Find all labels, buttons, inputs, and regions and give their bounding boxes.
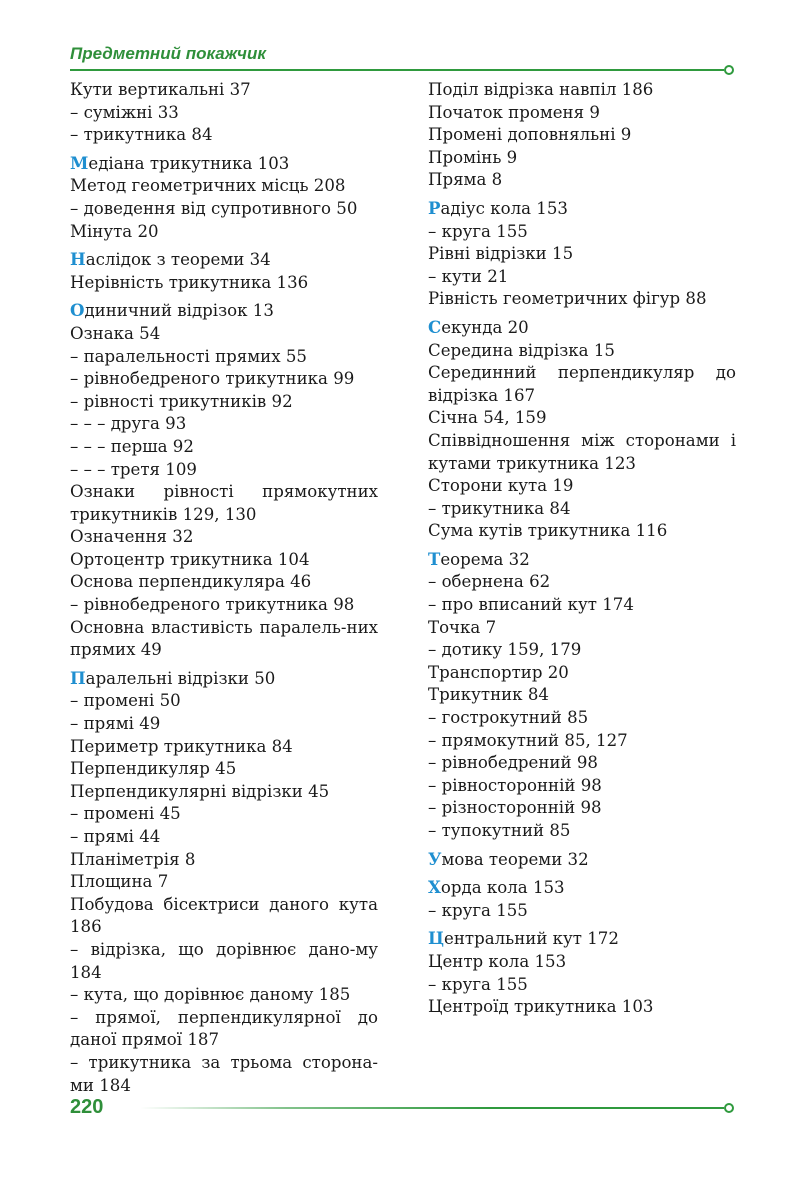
index-letter-group [428,927,736,1018]
index-entry [428,752,736,775]
index-entry [70,826,378,849]
index-entry-text: – рівнобедреного трикутника 99 [70,369,355,389]
index-column-left [70,79,378,1102]
index-entry [428,266,736,289]
index-entry [70,413,378,436]
index-entry-text: аслідок з теореми 34 [85,250,271,270]
index-entry-text: Серединний перпендикуляр до відрізка 167 [428,363,736,405]
index-entry [70,459,378,482]
index-entry [70,221,378,244]
index-entry [428,617,736,640]
index-entry [70,198,378,221]
index-entry-text: Ознака 54 [70,323,161,343]
index-entry-text: – доведення від супротивного 50 [70,198,358,218]
index-entry-text: – круга 155 [428,221,528,241]
index-entry-text: – рівносторонній 98 [428,775,602,795]
index-entry [70,175,378,198]
index-entry-text: Побудова бісектриси даного кута 186 [70,894,378,937]
index-entry-text: – кута, що дорівнює даному 185 [70,985,351,1005]
section-initial-letter: С [428,316,442,337]
index-letter-group [428,548,736,843]
index-entry [70,571,378,594]
index-entry [428,243,736,266]
index-entry-text: – прямокутний 85, 127 [428,730,628,750]
index-entry-text: Промінь 9 [428,147,518,167]
index-entry [428,684,736,707]
index-entry-text: Площина 7 [70,872,169,892]
index-entry-text: Основна властивість паралель-них прямих 49 [70,617,378,660]
index-entry [70,667,378,691]
index-entry [428,548,736,572]
index-entry-text: Ортоцентр трикутника 104 [70,549,310,569]
index-entry-text: Середина відрізка 15 [428,340,615,360]
index-entry [70,368,378,391]
index-entry-text: диничний відрізок 13 [84,301,274,321]
index-entry-text: – різносторонній 98 [428,798,602,818]
index-entry [70,79,378,102]
index-entry [428,520,736,543]
index-column-right [428,79,736,1024]
index-letter-group [428,79,736,192]
index-entry-text: – відрізка, що дорівнює дано-му 184 [70,939,378,982]
index-entry [70,803,378,826]
index-entry [428,848,736,872]
index-entry-text: Мінута 20 [70,221,159,241]
index-entry [428,662,736,685]
index-entry [428,340,736,363]
index-letter-group [428,316,736,543]
index-entry [428,221,736,244]
index-entry [428,362,736,407]
section-initial-letter: М [70,152,89,173]
index-entry [428,407,736,430]
index-entry-text: – про вписаний кут 174 [428,595,634,615]
index-entry-text: – гострокутний 85 [428,708,589,728]
index-entry-text: екунда 20 [441,317,529,337]
index-entry-text: Рівність геометричних фігур 88 [428,289,707,309]
index-entry [70,617,378,662]
index-entry-text: – – – друга 93 [70,414,187,434]
index-entry-text: Промені доповняльні 9 [428,125,632,145]
index-entry-text: Трикутник 84 [428,685,549,705]
index-entry [70,323,378,346]
section-initial-letter: Ц [428,928,445,949]
index-entry-text: едіана трикутника 103 [88,153,290,173]
index-entry [428,730,736,753]
section-initial-letter: П [70,667,86,688]
index-entry [70,152,378,176]
index-entry [428,594,736,617]
index-entry-text: Кути вертикальні 37 [70,80,251,99]
section-initial-letter: Р [428,197,441,218]
index-letter-group [70,667,378,1097]
index-entry [70,690,378,713]
index-entry-text: Сума кутів трикутника 116 [428,521,668,541]
index-entry-text: – трикутника 84 [428,498,571,518]
header-rule [70,69,724,71]
index-entry [70,871,378,894]
index-entry [70,894,378,939]
index-entry [70,713,378,736]
index-entry [428,927,736,951]
index-entry [428,639,736,662]
footer-rule [140,1107,724,1109]
index-entry [428,430,736,475]
index-entry [70,594,378,617]
index-entry [428,169,736,192]
page-header-title: Предметний покажчик [70,44,266,63]
index-entry [428,820,736,843]
index-entry-text: – рівнобедрений 98 [428,753,598,773]
index-entry [70,272,378,295]
index-entry-text: – прямі 49 [70,714,161,734]
index-entry-text: – дотику 159, 179 [428,640,582,660]
index-entry [428,876,736,900]
index-entry [428,797,736,820]
index-entry-text: – промені 45 [70,804,181,824]
index-entry-text: Ознаки рівності прямокутних трикутників 129, 130 [70,482,378,524]
index-entry-text: Периметр трикутника 84 [70,736,293,756]
index-entry-text: Планіметрія 8 [70,849,196,869]
index-entry [70,346,378,369]
index-entry [70,736,378,759]
index-letter-group [70,152,378,243]
index-entry-text: – обернена 62 [428,572,551,592]
index-entry-text: Центроїд трикутника 103 [428,997,654,1017]
index-entry [428,79,736,102]
index-entry-text: – рівності трикутників 92 [70,391,293,411]
section-initial-letter: О [70,300,85,321]
index-entry-text: Перпендикулярні відрізки 45 [70,781,330,801]
index-entry [70,248,378,272]
index-entry-text: аралельні відрізки 50 [85,668,276,688]
section-initial-letter: Т [428,548,441,569]
index-entry [428,102,736,125]
index-entry [428,571,736,594]
index-entry [70,391,378,414]
index-entry [428,288,736,311]
section-initial-letter: Н [70,249,86,270]
index-letter-group [428,876,736,922]
section-initial-letter: У [428,848,442,869]
index-entry [428,147,736,170]
index-entry-text: – кути 21 [428,266,509,286]
index-entry [428,974,736,997]
index-entry-text: – прямої, перпендикулярної до даної прямої 187 [70,1007,378,1050]
index-entry-text: – круга 155 [428,974,528,994]
section-initial-letter: Х [428,877,441,898]
index-entry-text: мова теореми 32 [441,849,589,869]
index-entry [428,316,736,340]
index-entry [428,775,736,798]
index-entry [428,951,736,974]
index-entry-text: Перпендикуляр 45 [70,759,237,779]
index-entry [428,197,736,221]
index-entry-text: Рівні відрізки 15 [428,244,574,264]
index-entry [428,475,736,498]
index-entry-text: ентральний кут 172 [444,929,619,949]
index-entry [70,781,378,804]
index-entry [70,758,378,781]
index-entry [70,526,378,549]
index-entry [428,996,736,1019]
index-entry-text: – трикутника 84 [70,125,213,145]
index-entry-text: Початок променя 9 [428,102,600,122]
index-entry-text: Метод геометричних місць 208 [70,176,346,196]
index-entry [70,849,378,872]
index-entry [428,498,736,521]
index-entry-text: Нерівність трикутника 136 [70,272,309,292]
index-entry-text: Центр кола 153 [428,951,567,971]
index-entry-text: – прямі 44 [70,827,161,846]
index-entry [70,481,378,526]
index-letter-group [70,299,378,662]
index-letter-group [428,197,736,311]
index-entry-text: – тупокутний 85 [428,821,571,840]
index-entry-text: – промені 50 [70,691,181,711]
footer-rule-end-circle [724,1103,734,1113]
index-entry-text: – суміжні 33 [70,102,179,122]
index-entry-text: Транспортир 20 [428,662,569,682]
index-entry [70,939,378,984]
page-number: 220 [70,1096,104,1118]
index-entry [428,900,736,923]
index-entry-text: – – – третя 109 [70,459,197,479]
index-entry-text: Означення 32 [70,527,194,547]
index-entry-text: Сторони кута 19 [428,476,574,496]
index-entry [70,1052,378,1097]
index-entry [70,102,378,125]
index-entry [70,984,378,1007]
index-entry-text: Основа перпендикуляра 46 [70,572,312,592]
index-entry [428,707,736,730]
header-rule-end-circle [724,65,734,75]
index-entry-text: Поділ відрізка навпіл 186 [428,80,654,99]
index-entry [428,124,736,147]
index-entry [70,1007,378,1052]
index-letter-group [70,248,378,294]
index-entry-text: Співвідношення між сторонами і кутами трикутника 123 [428,430,736,473]
index-entry-text: – круга 155 [428,900,528,920]
index-entry [70,299,378,323]
index-entry-text: – рівнобедреного трикутника 98 [70,595,355,615]
index-letter-group [428,848,736,872]
index-entry-text: Пряма 8 [428,170,503,190]
index-entry-text: – – – перша 92 [70,436,194,456]
index-entry-text: – трикутника за трьома сторона-ми 184 [70,1052,378,1095]
index-entry [70,124,378,147]
index-entry-text: Січна 54, 159 [428,408,547,428]
index-entry-text: еорема 32 [440,549,530,569]
index-entry [70,436,378,459]
index-entry-text: адіус кола 153 [440,198,568,218]
index-entry-text: орда кола 153 [440,878,565,898]
index-entry [70,549,378,572]
index-entry-text: – паралельності прямих 55 [70,346,307,366]
index-entry-text: Точка 7 [428,617,497,637]
index-letter-group [70,79,378,147]
